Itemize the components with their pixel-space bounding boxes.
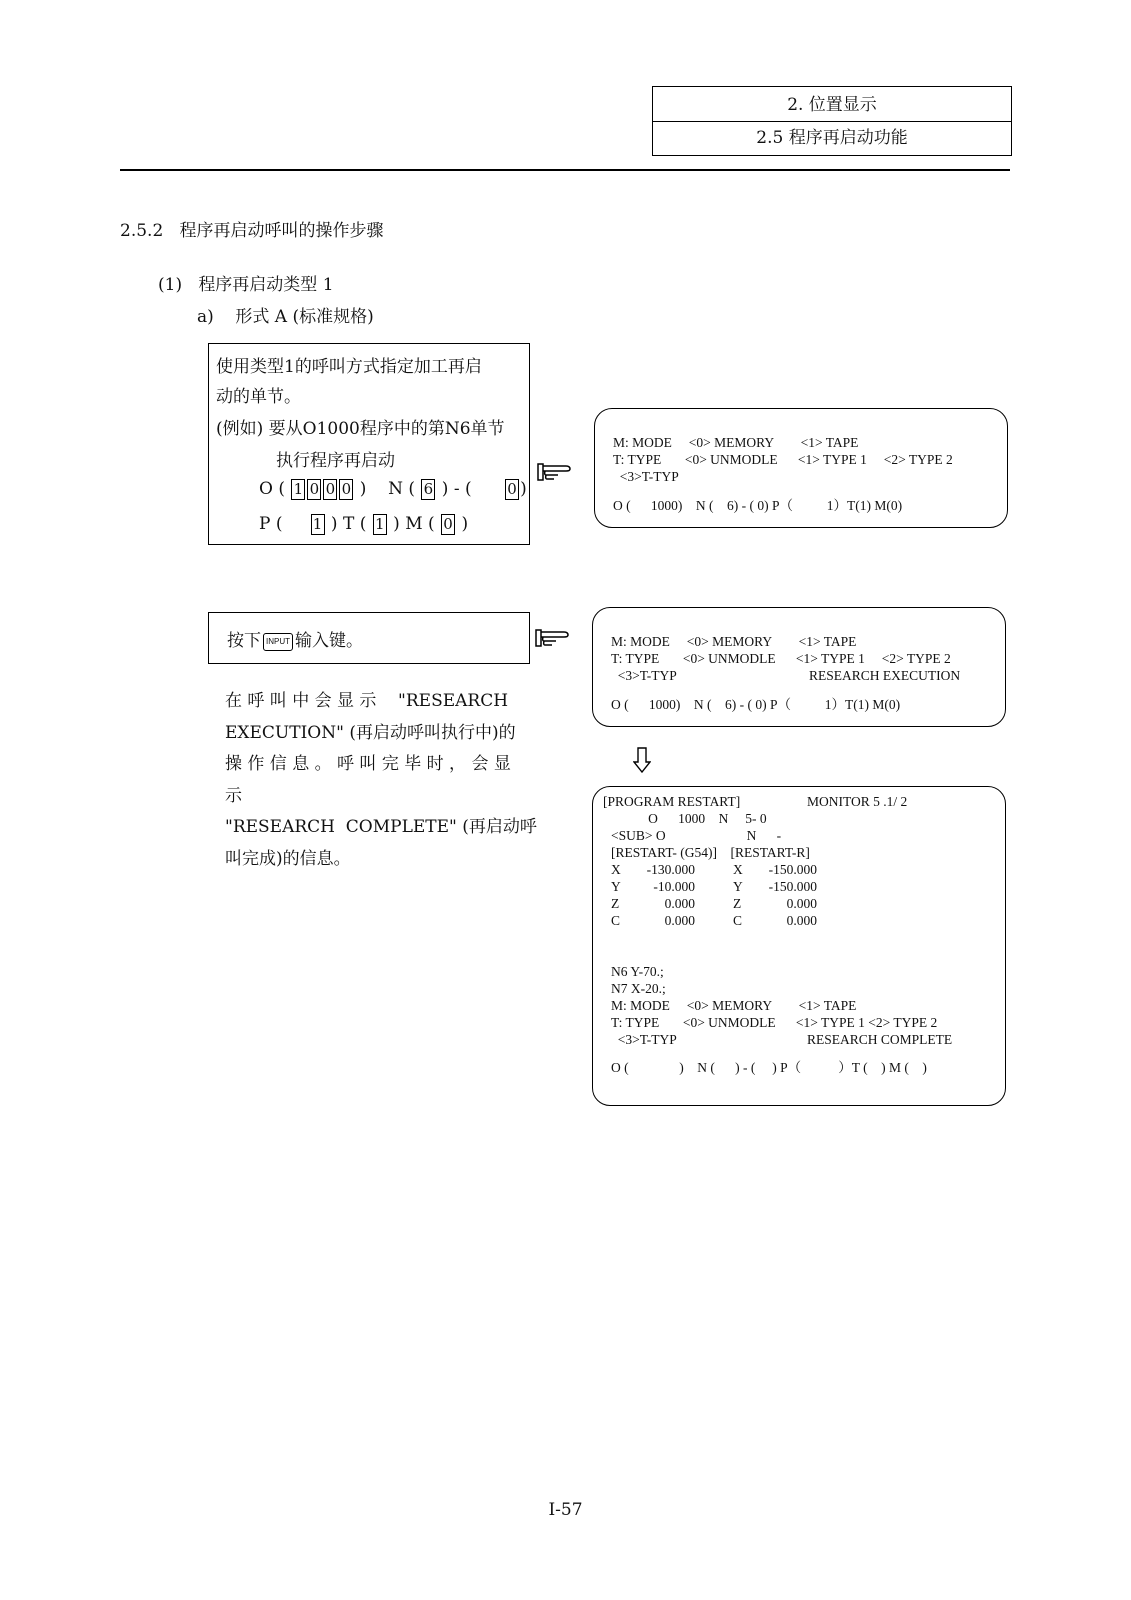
paragraph-line: 叫完成)的信息。 (225, 848, 351, 869)
screen-line: T: TYPE <0> UNMODLE <1> TYPE 1 <2> TYPE 2 (611, 651, 951, 666)
instruction-post: 输入键。 (295, 631, 363, 651)
axis-value: 0.000 (664, 913, 695, 928)
m-label: ) M ( (393, 514, 435, 534)
sub-heading-2-number: a) (197, 307, 214, 327)
key-digit: 1 (311, 514, 325, 535)
n-close: ) (520, 479, 527, 499)
note-line: 执行程序再启动 (276, 451, 395, 471)
n-mid: ) - ( (441, 479, 472, 499)
screen-line: M: MODE <0> MEMORY <1> TAPE (611, 634, 857, 649)
paragraph-line: 操 作 信 息 。 呼 叫 完 毕 时 ， 会 显 示 (225, 754, 511, 806)
program-line: N6 Y-70.; (611, 964, 664, 979)
axis-label: C (611, 913, 621, 928)
instruction-pre: 按下 (227, 631, 261, 651)
note-box-1 (208, 343, 530, 545)
key-digit: 1 (291, 479, 305, 500)
paragraph-line: 在 呼 叫 中 会 显 示 "RESEARCH (225, 691, 509, 711)
crt-screen-1 (594, 408, 1008, 528)
screen-line: O ( 1000) N ( 6) - ( 0) P（ 1）T(1) M(0) (611, 697, 901, 712)
screen-line: <3>T-TYP (613, 469, 679, 484)
screen-line: O ( ) N ( ) - ( ) P（ ）T ( ) M ( ) (611, 1060, 927, 1075)
sub-heading-1-number: (1) (158, 275, 183, 295)
axis-label: X (733, 862, 743, 877)
input-key-icon: INPUT (263, 633, 293, 651)
explanation-paragraph (225, 686, 537, 875)
key-digit: 0 (339, 479, 353, 500)
axis-value: -10.000 (653, 879, 695, 894)
monitor-label: MONITOR 5 .1/ 2 (807, 794, 908, 809)
screen-line: T: TYPE <0> UNMODLE <1> TYPE 1 <2> TYPE 2 (613, 452, 953, 467)
axis-label: Y (611, 879, 621, 894)
note-line: (例如) 要从O1000程序中的第N6单节 (216, 419, 505, 439)
status-message: RESEARCH COMPLETE (807, 1032, 953, 1047)
m-close: ) (461, 514, 469, 534)
n-label: N ( (388, 479, 415, 499)
program-line: N7 X-20.; (611, 981, 666, 996)
key-digit: 1 (373, 514, 387, 535)
chapter-title: 2. 位置显示 (653, 87, 1011, 122)
screen-line: M: MODE <0> MEMORY <1> TAPE (611, 998, 857, 1013)
screen-title: [PROGRAM RESTART] (603, 794, 741, 809)
key-digit: 0 (441, 514, 455, 535)
down-arrow-icon (633, 747, 651, 773)
header-rule (120, 169, 1010, 171)
axis-value: 0.000 (786, 896, 817, 911)
screen-line: <3>T-TYP (611, 668, 677, 683)
sub-heading-2-title: 形式 A (标准规格) (235, 307, 374, 327)
section-heading (120, 216, 383, 241)
screen-line: T: TYPE <0> UNMODLE <1> TYPE 1 <2> TYPE 2 (611, 1015, 938, 1030)
paragraph-line: EXECUTION" (再启动呼叫执行中)的 (225, 722, 516, 743)
o-close: ) (359, 479, 367, 499)
screen-line: O ( 1000) N ( 6) - ( 0) P（ 1）T(1) M(0) (613, 498, 903, 513)
axis-label: X (611, 862, 621, 877)
key-digit: 0 (323, 479, 337, 500)
section-heading-title: 程序再启动呼叫的操作步骤 (179, 221, 384, 241)
axis-label: Z (733, 896, 742, 911)
crt-screen-2 (592, 607, 1006, 727)
screen-line: O 1000 N 5- 0 (611, 811, 767, 826)
axis-label: C (733, 913, 743, 928)
t-label: ) T ( (330, 514, 367, 534)
screen-line: M: MODE <0> MEMORY <1> TAPE (613, 435, 859, 450)
status-message: RESEARCH EXECUTION (809, 668, 961, 683)
screen-line: <SUB> O N - (611, 828, 782, 843)
axis-value: -150.000 (768, 879, 817, 894)
o-label: O ( (259, 479, 285, 499)
axis-label: Z (611, 896, 620, 911)
input-instruction (227, 626, 363, 651)
axis-value: 0.000 (786, 913, 817, 928)
note-line: 动的单节。 (216, 387, 301, 407)
axis-value: -150.000 (768, 862, 817, 877)
note-box-2 (208, 612, 530, 664)
p-label: P ( (259, 514, 283, 534)
screen-line: <3>T-TYP (611, 1032, 677, 1047)
note-line: 使用类型1的呼叫方式指定加工再启 (216, 357, 482, 377)
page-number: I-57 (548, 1500, 583, 1520)
key-digit: 0 (307, 479, 321, 500)
p-t-m-entry (259, 514, 468, 535)
section-number: 2.5.2 (120, 221, 164, 241)
axis-label: Y (733, 879, 743, 894)
key-digit: 6 (421, 479, 435, 500)
sub-heading-2 (197, 302, 374, 327)
sub-heading-1 (158, 270, 334, 295)
pointing-hand-icon (536, 460, 572, 482)
axis-value: -130.000 (646, 862, 695, 877)
section-title: 2.5 程序再启动功能 (756, 128, 908, 148)
crt-screen-3 (592, 786, 1006, 1106)
pointing-hand-icon (534, 626, 570, 648)
paragraph-line: "RESEARCH COMPLETE" (再启动呼 (225, 817, 537, 837)
screen-line: [RESTART- (G54)] [RESTART-R] (611, 845, 810, 860)
axis-value: 0.000 (664, 896, 695, 911)
o-n-entry (259, 479, 527, 500)
sub-heading-1-title: 程序再启动类型 1 (198, 275, 334, 295)
key-digit: 0 (505, 479, 519, 500)
header-box (652, 86, 1012, 156)
